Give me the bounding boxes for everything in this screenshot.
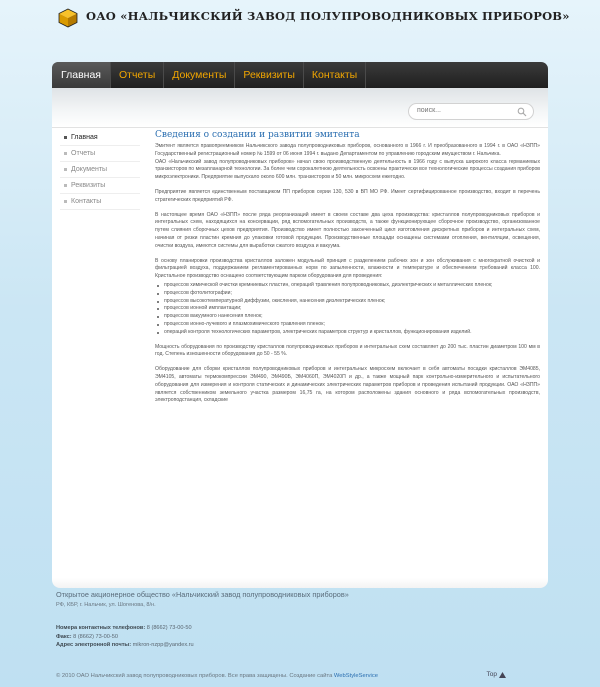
creator-link[interactable]: WebStyleService <box>333 673 378 679</box>
nav-item-contacts[interactable]: Контакты <box>304 62 366 88</box>
sidebar-item-contacts[interactable] <box>60 194 140 210</box>
sidebar-item-label: Контакты <box>71 198 102 205</box>
footer-org-name: Открытое акционерное общество «Нальчикский завод полупроводниковых приборов» <box>56 590 349 599</box>
bullet-icon <box>64 136 67 139</box>
footer-fax <box>56 633 548 642</box>
list-item: процессов химической очистки кремниевых пластин, операций травления полупроводниковых, диэлектрических и металлических пленок; <box>155 282 540 290</box>
footer-phone-label: Номера контактных телефонов: <box>56 625 146 631</box>
site-title[interactable]: ОАО «НАЛЬЧИКСКИЙ ЗАВОД ПОЛУПРОВОДНИКОВЫХ ПРИБОРОВ» <box>86 9 570 23</box>
sub-header-bar <box>52 88 548 128</box>
bullet-icon <box>64 152 67 155</box>
arrow-up-icon <box>499 672 506 678</box>
footer-address: РФ, КБР, г. Нальчик, ул. Шогенова, 8/н. <box>56 602 156 608</box>
paragraph: Предприятие является единственным поставщиком ПП приборов серии 130, 530 в ВП МО РФ. Имеет сертифицированное производство, входит в перечень стратегических предприятий РФ. <box>155 188 540 203</box>
site-header <box>52 0 570 60</box>
paragraph: Мощность оборудования по производству кристаллов полупроводниковых приборов и интегральных схем составляет до 200 тыс. пластин диаметром 100 мм в год. Степень изношенности оборудования до 50 - 55 %. <box>155 343 540 358</box>
nav-item-documents[interactable]: Документы <box>164 62 235 88</box>
main-panel <box>52 88 548 578</box>
paragraph: В настоящее время ОАО «НЗПП» после ряда реорганизаций имеет в своем составе два цеха производства: кристаллов полупроводниковых приборов и интегральных схем, находящихся на консервации, ряд вспомогательных производств, а также функционирующее сборочное производство, организованное путем слияния сборочных цехов предприятия. Производство имеет полностью законченный цикл изготовления дискретных приборов и интегральных схем, начиная от резки пластин кремния до упаковки готовой продукции. Производственные площади оснащены системами отопления, вентиляции, освещения, очистки воздуха, имеются системы для выработки сжатого воздуха и вакуума. <box>155 211 540 249</box>
sidebar-item-home[interactable] <box>60 130 140 146</box>
bullet-icon <box>64 200 67 203</box>
nav-item-requisites[interactable]: Реквизиты <box>235 62 303 88</box>
copyright-text: © 2010 ОАО Нальчикский завод полупроводниковых приборов. Все права защищены. Создание сайта <box>56 673 334 679</box>
list-item: операций контроля технологических параметров, электрических параметров структур и кристаллов, функционирования изделий. <box>155 329 540 337</box>
footer-email-value[interactable]: mikron-nzpp@yandex.ru <box>131 642 194 648</box>
process-list <box>155 282 540 337</box>
sidebar-item-label: Главная <box>71 134 98 141</box>
bullet-icon <box>64 184 67 187</box>
back-to-top-link[interactable] <box>487 671 506 678</box>
search-icon[interactable] <box>517 107 527 117</box>
sidebar-item-documents[interactable] <box>60 162 140 178</box>
paragraph: ОАО «Нальчикский завод полупроводниковых приборов» начал свою производственную деятельность в 1966 году с выпуска широкого класса германиевых транзисторов по мезапланарной технологии. За более чем сорокалетнюю деятельность освоены практически все технологические процессы создания приборов микроэлектроники. Предприятие выпускало около 600 млн. транзисторов и 50 млн. микросхем ежегодно. <box>155 158 540 181</box>
footer-fax-value: 8 (8662) 73-00-50 <box>71 633 118 640</box>
search-box <box>408 103 534 120</box>
sidebar-item-requisites[interactable] <box>60 178 140 194</box>
sidebar-item-label: Отчеты <box>71 150 96 157</box>
footer-phone-value: 8 (8662) 73-00-50 <box>145 625 192 631</box>
sidebar-item-label: Реквизиты <box>71 182 106 189</box>
list-item: процессов высокотемпературной диффузии, окисления, нанесения диэлектрических пленок; <box>155 298 540 306</box>
search-input[interactable] <box>417 107 507 114</box>
list-item: процессов ионной имплантации; <box>155 305 540 313</box>
list-item: процессов фотолитографии; <box>155 290 540 298</box>
paragraph: В основу планировки производства кристаллов заложен модульный принцип с разделением рабочих зон и зон обслуживания с многократной очисткой и фильтрацией воздуха, поддержанием регламентированных норм по запыленности, влажности и температуре и обеспечением требований класса 100. Кристальное производство оснащено соответствующим парком оборудования для проведения: <box>155 257 540 280</box>
list-item: процессов ионно-лучевого и плазмохимического травления пленок; <box>155 321 540 329</box>
copyright <box>56 673 378 679</box>
footer-fax-label: Факс: <box>56 633 72 640</box>
main-nav <box>52 62 548 88</box>
paragraph: Оборудование для сборки кристаллов полупроводниковых приборов и интегральных микросхем включает в себя автоматы посадки кристаллов ЭМ4085, ЭМ4105, автоматы термокомпрессии ЭМ490, ЭМ490Б, ЭМ4060П, ЭМ4020П и др., а также мощный парк контрольно-измерительного и испытательного оборудования для измерения и контроля статических и динамических электрических параметров приборов и проведения испытаний продукции. ОАО «НЗПП» является собственником земельного участка размером 16,75 га, на котором расположены здания основного и ряда вспомогательных производств, электроподстанция, складские <box>155 366 540 404</box>
cube-logo-icon[interactable] <box>58 8 78 28</box>
footer-phone <box>56 624 548 633</box>
footer-email <box>56 641 548 650</box>
bullet-icon <box>64 168 67 171</box>
footer <box>52 590 548 650</box>
bottom-bar <box>52 669 548 687</box>
footer-email-label: Адрес электронной почты: <box>56 642 132 648</box>
nav-item-reports[interactable]: Отчеты <box>111 62 164 88</box>
sidebar-item-label: Документы <box>71 166 108 173</box>
paragraph: Эмитент является правопреемником Нальчикского завода полупроводниковых приборов, основанного в 1966 г. И преобразованного в 1994 г. в ОАО «НЗПП» Государственный регистрационный номер № 1599 от 06 июня 1994 г. выдано Департаментом по управлению городским имуществом г. Нальчика. <box>155 143 540 157</box>
panel-bottom-edge <box>52 578 548 588</box>
sidebar-item-reports[interactable] <box>60 146 140 162</box>
page-title: Сведения о создании и развитии эмитента <box>155 130 360 140</box>
article-content <box>155 130 540 576</box>
list-item: процессов вакуумного нанесения пленок; <box>155 313 540 321</box>
top-label: Top <box>486 671 497 678</box>
sidebar-menu <box>60 130 140 210</box>
nav-item-home[interactable]: Главная <box>52 62 111 88</box>
